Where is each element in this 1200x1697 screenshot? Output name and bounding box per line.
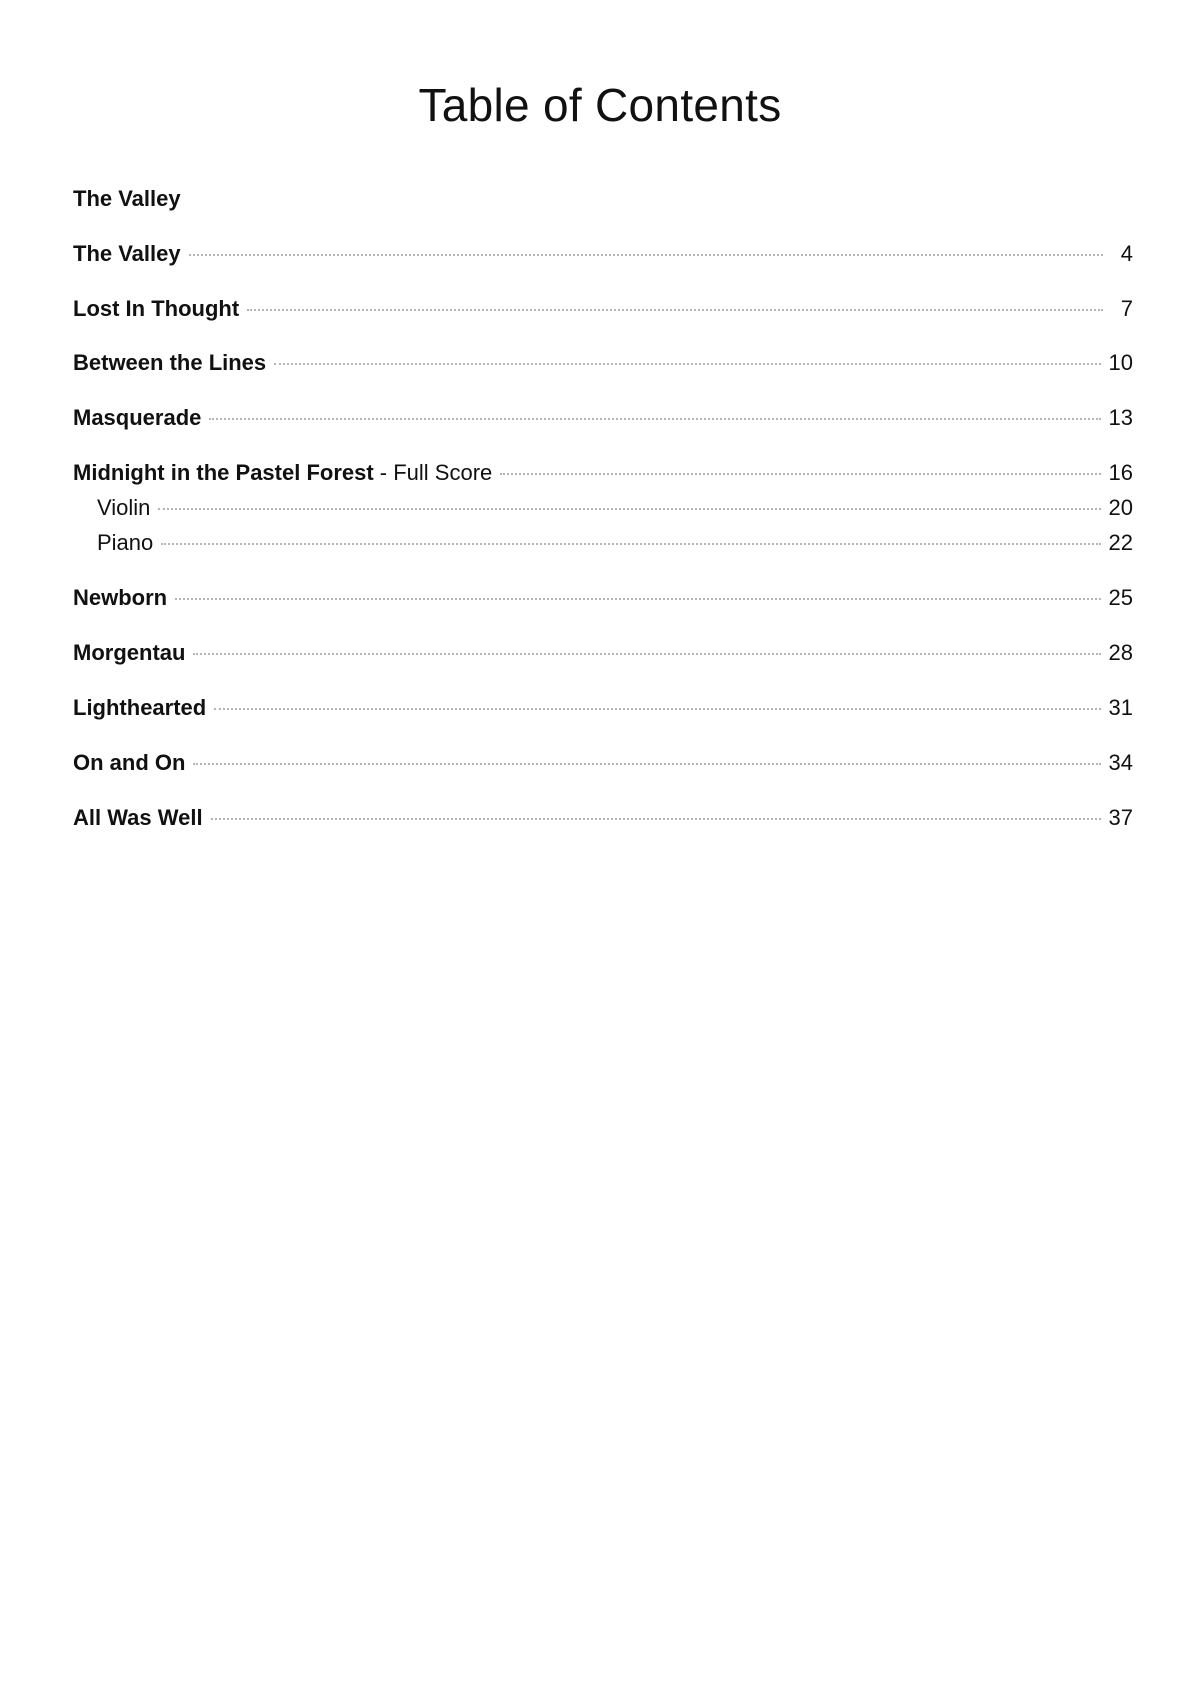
toc-subentry[interactable] <box>73 493 1133 523</box>
dot-leader <box>211 818 1101 820</box>
entry-page-number: 10 <box>1108 350 1133 375</box>
entry-page-number: 28 <box>1108 640 1133 665</box>
toc-entry[interactable] <box>73 348 1133 378</box>
toc-subentry[interactable] <box>73 528 1133 558</box>
entry-page-number: 20 <box>1108 495 1133 520</box>
entry-page-number: 22 <box>1108 530 1133 555</box>
toc-entry[interactable] <box>73 294 1133 324</box>
toc-entry[interactable] <box>73 458 1133 488</box>
entry-page-number: 37 <box>1108 805 1133 830</box>
toc-entry[interactable] <box>73 693 1133 723</box>
dot-leader <box>247 309 1103 311</box>
toc-entry[interactable] <box>73 239 1133 269</box>
toc-entry[interactable] <box>73 638 1133 668</box>
entry-page-number: 4 <box>1120 241 1133 266</box>
entry-subtitle: - Full Score <box>373 460 493 485</box>
entry-page-number: 34 <box>1108 750 1133 775</box>
dot-leader <box>274 363 1100 365</box>
dot-leader <box>161 543 1100 545</box>
dot-leader <box>193 653 1100 655</box>
subentry-title: Violin <box>97 495 151 520</box>
entry-title: On and On <box>73 750 186 775</box>
entry-page-number: 31 <box>1108 695 1133 720</box>
entry-title: Midnight in the Pastel Forest <box>73 460 374 485</box>
dot-leader <box>189 254 1103 256</box>
toc-entry[interactable] <box>73 803 1133 833</box>
entry-title: Masquerade <box>73 405 202 430</box>
entry-title: Lighthearted <box>73 695 207 720</box>
dot-leader <box>500 473 1100 475</box>
subentry-title: Piano <box>97 530 154 555</box>
dot-leader <box>209 418 1100 420</box>
section-heading-label: The Valley <box>73 186 181 211</box>
entry-page-number: 25 <box>1108 585 1133 610</box>
entry-title: All Was Well <box>73 805 203 830</box>
entry-title: Newborn <box>73 585 168 610</box>
entry-page-number: 13 <box>1108 405 1133 430</box>
dot-leader <box>158 508 1100 510</box>
entry-page-number: 7 <box>1120 296 1133 321</box>
dot-leader <box>214 708 1100 710</box>
dot-leader <box>193 763 1100 765</box>
dot-leader <box>175 598 1100 600</box>
entry-title: Between the Lines <box>73 350 267 375</box>
page-title: Table of Contents <box>418 79 782 131</box>
entry-title: Lost In Thought <box>73 296 240 321</box>
entry-title: The Valley <box>73 241 181 266</box>
toc-entry[interactable] <box>73 583 1133 613</box>
toc-entry[interactable] <box>73 403 1133 433</box>
entry-title: Morgentau <box>73 640 186 665</box>
toc-entry[interactable] <box>73 748 1133 778</box>
entry-page-number: 16 <box>1108 460 1133 485</box>
toc-section-heading <box>73 184 1133 214</box>
